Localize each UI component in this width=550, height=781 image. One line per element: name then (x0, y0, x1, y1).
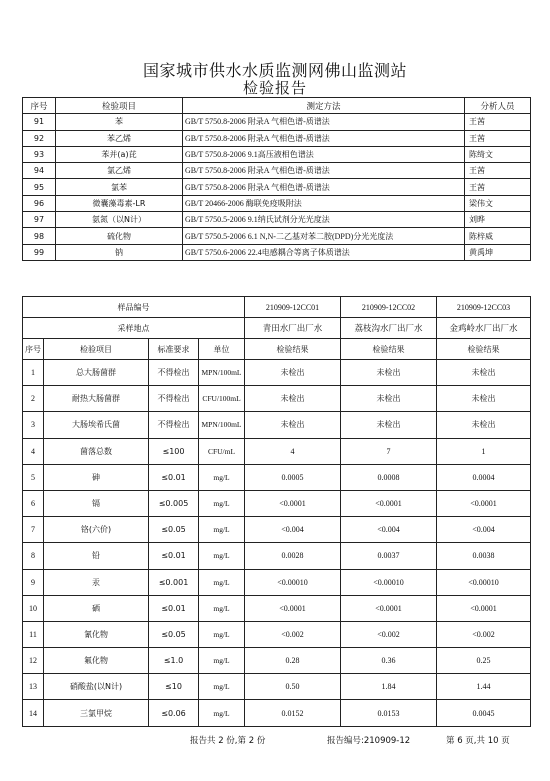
standard-requirement: ≤0.01 (149, 543, 199, 569)
result-1: <0.00010 (245, 569, 341, 595)
method: GB/T 20466-2006 酶联免疫吸附法 (183, 195, 465, 211)
unit: MPN/100mL (199, 360, 245, 386)
result-1: <0.0001 (245, 595, 341, 621)
row-no: 98 (23, 228, 56, 244)
standard-requirement: ≤0.005 (149, 490, 199, 516)
table-row (23, 595, 531, 621)
analyst: 梁伟文 (465, 195, 531, 211)
col-header-item: 检验项目 (56, 98, 183, 114)
site-label: 采样地点 (23, 318, 245, 339)
unit: CFU/100mL (199, 386, 245, 412)
result-2: 未检出 (341, 360, 437, 386)
col-header-unit: 单位 (199, 339, 245, 360)
row-no: 9 (23, 569, 44, 595)
row-no: 4 (23, 438, 44, 464)
analyst: 王茜 (465, 130, 531, 146)
result-1: 0.0005 (245, 464, 341, 490)
analyst: 王茜 (465, 163, 531, 179)
unit: mg/L (199, 674, 245, 700)
standard-requirement: ≤0.06 (149, 700, 199, 726)
result-3: 未检出 (437, 360, 531, 386)
method: GB/T 5750.8-2006 9.1高压液相色谱法 (183, 146, 465, 162)
sample-no-1: 210909-12CC01 (245, 297, 341, 318)
test-item: 苯 (56, 114, 183, 130)
table-row (23, 114, 531, 130)
standard-requirement: ≤0.01 (149, 464, 199, 490)
test-item: 三氯甲烷 (44, 700, 149, 726)
result-3: 未检出 (437, 386, 531, 412)
result-2: 0.36 (341, 648, 437, 674)
test-item: 总大肠菌群 (44, 360, 149, 386)
unit: mg/L (199, 595, 245, 621)
unit: CFU/mL (199, 438, 245, 464)
sample-no-3: 210909-12CC03 (437, 297, 531, 318)
unit: mg/L (199, 464, 245, 490)
table-row (23, 517, 531, 543)
site-2: 荔枝沟水厂出厂水 (341, 318, 437, 339)
table-row (23, 543, 531, 569)
result-2: 1.84 (341, 674, 437, 700)
result-2: <0.00010 (341, 569, 437, 595)
result-1: 0.50 (245, 674, 341, 700)
test-item: 氟化物 (44, 648, 149, 674)
result-3: 1.44 (437, 674, 531, 700)
col-header-no: 序号 (23, 339, 44, 360)
unit: mg/L (199, 569, 245, 595)
table-row (23, 244, 531, 260)
result-1: 未检出 (245, 386, 341, 412)
standard-requirement: ≤100 (149, 438, 199, 464)
result-2: 7 (341, 438, 437, 464)
test-item: 汞 (44, 569, 149, 595)
analyst: 陈梓威 (465, 228, 531, 244)
col-header-result-2: 检验结果 (341, 339, 437, 360)
method: GB/T 5750.8-2006 附录A 气相色谱-质谱法 (183, 114, 465, 130)
table-row (23, 700, 531, 726)
table-row (23, 674, 531, 700)
table-row (23, 621, 531, 647)
report-subtitle: 检验报告 (242, 79, 307, 97)
test-item: 硫化物 (56, 228, 183, 244)
test-item: 菌落总数 (44, 438, 149, 464)
row-no: 94 (23, 163, 56, 179)
row-no: 7 (23, 517, 44, 543)
analyst: 陈绮文 (465, 146, 531, 162)
result-1: <0.002 (245, 621, 341, 647)
table-row (23, 195, 531, 211)
copies-info: 报告共 2 份,第 2 份 (190, 736, 266, 746)
site-1: 青田水厂出厂水 (245, 318, 341, 339)
report-title: 国家城市供水水质监测网佛山监测站 (142, 61, 407, 80)
analyst: 王茜 (465, 179, 531, 195)
table-row (23, 386, 531, 412)
result-1: 0.28 (245, 648, 341, 674)
test-item: 镉 (44, 490, 149, 516)
result-1: 未检出 (245, 412, 341, 438)
result-2: 0.0153 (341, 700, 437, 726)
col-header-item: 检验项目 (44, 339, 149, 360)
col-header-analyst: 分析人员 (465, 98, 531, 114)
result-3: <0.004 (437, 517, 531, 543)
unit: MPN/100mL (199, 412, 245, 438)
method: GB/T 5750.5-2006 6.1 N,N-二乙基对苯二胺(DPD)分光光度法 (183, 228, 465, 244)
result-3: 1 (437, 438, 531, 464)
table-row (23, 179, 531, 195)
row-no: 11 (23, 621, 44, 647)
row-no: 2 (23, 386, 44, 412)
standard-requirement: ≤0.01 (149, 595, 199, 621)
test-item: 苯并(a)芘 (56, 146, 183, 162)
table-row (23, 212, 531, 228)
row-no: 8 (23, 543, 44, 569)
unit: mg/L (199, 648, 245, 674)
table-row (23, 464, 531, 490)
standard-requirement: ≤10 (149, 674, 199, 700)
site-3: 金鸡岭水厂出厂水 (437, 318, 531, 339)
table-row (23, 412, 531, 438)
row-no: 14 (23, 700, 44, 726)
test-item: 铅 (44, 543, 149, 569)
col-header-result-3: 检验结果 (437, 339, 531, 360)
row-no: 91 (23, 114, 56, 130)
result-2: <0.002 (341, 621, 437, 647)
sample-no-2: 210909-12CC02 (341, 297, 437, 318)
report-number: 报告编号:210909-12 (327, 736, 411, 746)
col-header-no: 序号 (23, 98, 56, 114)
table-row (23, 648, 531, 674)
row-no: 6 (23, 490, 44, 516)
method: GB/T 5750.6-2006 22.4电感耦合等离子体质谱法 (183, 244, 465, 260)
unit: mg/L (199, 543, 245, 569)
result-3: <0.0001 (437, 595, 531, 621)
result-2: 未检出 (341, 386, 437, 412)
result-3: <0.002 (437, 621, 531, 647)
result-2: <0.0001 (341, 490, 437, 516)
row-no: 3 (23, 412, 44, 438)
test-item: 氰化物 (44, 621, 149, 647)
test-item: 硒 (44, 595, 149, 621)
row-no: 96 (23, 195, 56, 211)
col-header-result-1: 检验结果 (245, 339, 341, 360)
test-item: 硝酸盐(以N计) (44, 674, 149, 700)
result-2: 未检出 (341, 412, 437, 438)
test-item: 微囊藻毒素-LR (56, 195, 183, 211)
analyst: 黄禹坤 (465, 244, 531, 260)
result-2: 0.0008 (341, 464, 437, 490)
table-row (23, 438, 531, 464)
row-no: 97 (23, 212, 56, 228)
test-item: 氯苯 (56, 179, 183, 195)
test-item: 苯乙烯 (56, 130, 183, 146)
test-item: 氨氮（以N计） (56, 212, 183, 228)
unit: mg/L (199, 700, 245, 726)
result-2: 0.0037 (341, 543, 437, 569)
test-item: 大肠埃希氏菌 (44, 412, 149, 438)
result-3: 0.25 (437, 648, 531, 674)
row-no: 10 (23, 595, 44, 621)
page-number: 第 6 页,共 10 页 (446, 736, 510, 746)
result-2: <0.004 (341, 517, 437, 543)
row-no: 99 (23, 244, 56, 260)
result-3: 0.0038 (437, 543, 531, 569)
result-1: 未检出 (245, 360, 341, 386)
unit: mg/L (199, 621, 245, 647)
table-row (23, 163, 531, 179)
result-2: <0.0001 (341, 595, 437, 621)
table-row (23, 146, 531, 162)
standard-requirement: 不得检出 (149, 360, 199, 386)
test-item: 钠 (56, 244, 183, 260)
result-1: <0.004 (245, 517, 341, 543)
method: GB/T 5750.5-2006 9.1纳氏试剂分光光度法 (183, 212, 465, 228)
standard-requirement: ≤1.0 (149, 648, 199, 674)
row-no: 92 (23, 130, 56, 146)
method: GB/T 5750.8-2006 附录A 气相色谱-质谱法 (183, 130, 465, 146)
row-no: 1 (23, 360, 44, 386)
result-3: <0.00010 (437, 569, 531, 595)
col-header-method: 测定方法 (183, 98, 465, 114)
result-1: 0.0152 (245, 700, 341, 726)
table-row (23, 360, 531, 386)
result-3: 未检出 (437, 412, 531, 438)
methods-table (22, 97, 531, 261)
result-1: <0.0001 (245, 490, 341, 516)
standard-requirement: 不得检出 (149, 412, 199, 438)
result-1: 4 (245, 438, 341, 464)
unit: mg/L (199, 490, 245, 516)
standard-requirement: 不得检出 (149, 386, 199, 412)
analyst: 刘晔 (465, 212, 531, 228)
table-row (23, 130, 531, 146)
row-no: 12 (23, 648, 44, 674)
table-row (23, 490, 531, 516)
sample-no-label: 样品编号 (23, 297, 245, 318)
test-item: 氯乙烯 (56, 163, 183, 179)
row-no: 13 (23, 674, 44, 700)
standard-requirement: ≤0.05 (149, 517, 199, 543)
result-3: 0.0004 (437, 464, 531, 490)
table-row (23, 228, 531, 244)
analyst: 王茜 (465, 114, 531, 130)
test-item: 砷 (44, 464, 149, 490)
unit: mg/L (199, 517, 245, 543)
standard-requirement: ≤0.001 (149, 569, 199, 595)
method: GB/T 5750.8-2006 附录A 气相色谱-质谱法 (183, 179, 465, 195)
row-no: 95 (23, 179, 56, 195)
result-3: <0.0001 (437, 490, 531, 516)
standard-requirement: ≤0.05 (149, 621, 199, 647)
table-row (23, 569, 531, 595)
results-table (22, 296, 531, 727)
method: GB/T 5750.8-2006 附录A 气相色谱-质谱法 (183, 163, 465, 179)
test-item: 铬(六价) (44, 517, 149, 543)
result-1: 0.0028 (245, 543, 341, 569)
result-3: 0.0045 (437, 700, 531, 726)
row-no: 5 (23, 464, 44, 490)
row-no: 93 (23, 146, 56, 162)
test-item: 耐热大肠菌群 (44, 386, 149, 412)
col-header-standard: 标准要求 (149, 339, 199, 360)
